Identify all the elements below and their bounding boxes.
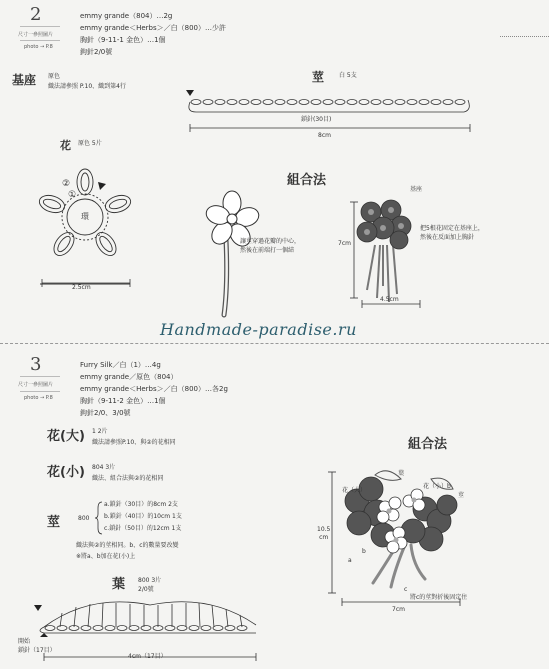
- section3-size-label: 尺寸一參照圖片: [18, 382, 54, 388]
- stem-chain-label: 鎖針(30目): [301, 116, 332, 123]
- material-line: emmy grande＜Herbs＞／白（800）…各2g: [80, 385, 228, 393]
- leaf-start-label: 開始: [18, 638, 31, 645]
- assembly-height-dimension: [350, 200, 358, 300]
- material-line: emmy grande／原色（804）: [80, 373, 178, 381]
- base-line: 原色: [48, 73, 61, 80]
- stem-brace: [95, 500, 103, 536]
- flower-mark: ①: [68, 190, 77, 200]
- small-flower-sub: 804 3片: [92, 464, 116, 471]
- material-line: 胸針（9-11-2 金色）…1個: [80, 397, 166, 405]
- flower-width: 2.5cm: [72, 284, 91, 291]
- big-flower-title: 花(大): [47, 429, 85, 444]
- material-line: 鉤針2/0、3/0號: [80, 409, 131, 417]
- section2-materials: [80, 12, 226, 57]
- stem-note: ※將a、b加在花(小)上: [76, 553, 136, 560]
- small-flower-note: 織法、組合法與②的花相同: [92, 475, 164, 482]
- asm-label-c: c: [404, 586, 408, 593]
- leaf-sub: 2/0號: [138, 586, 154, 593]
- assembly-width: 4.5cm: [380, 296, 399, 303]
- divider: [20, 26, 60, 27]
- leaf-sub: 800 3片: [138, 577, 162, 584]
- asm-width-dimension: [340, 598, 462, 606]
- flower-sub: 原色 5片: [78, 140, 102, 147]
- section2-number: 2: [30, 4, 42, 25]
- material-line: emmy grande＜Herbs＞／白（800）…少許: [80, 24, 227, 32]
- big-flower-note: 織法請參照P.10、與②的花相同: [92, 439, 176, 446]
- small-flower-title: 花(小): [47, 465, 85, 480]
- big-flower-sub: 1 2片: [92, 428, 108, 435]
- material-line: 鉤針2/0號: [80, 48, 113, 56]
- assembly-height: 7cm: [338, 240, 351, 247]
- asm-width: 7cm: [392, 606, 405, 613]
- asm-label-stem: 莖: [458, 492, 465, 499]
- base-title: 基座: [12, 73, 37, 87]
- stem-title: 莖: [312, 70, 325, 84]
- stem-note: 織法與②的莖相同。b、c的數量要改變: [76, 542, 179, 549]
- stem-line: a.鎖針（30目）的8cm 2支: [104, 501, 178, 508]
- section2-photo-label: photo → P.8: [24, 44, 53, 50]
- section3-number: 3: [30, 354, 42, 375]
- divider: [20, 40, 60, 41]
- section3-materials: [80, 361, 228, 418]
- section3-stem-title: 莖: [47, 515, 61, 530]
- divider: [500, 36, 549, 37]
- base-line: 織法請參照 P.10、織到第4行: [48, 83, 126, 90]
- section2-size-label: 尺寸一參照圖片: [18, 32, 54, 38]
- flower-with-stem-illustration: [200, 185, 280, 325]
- material-line: 胸針（9-11-1 金色）…1個: [80, 36, 166, 44]
- material-line: emmy grande（804）…2g: [80, 12, 173, 20]
- assembly-title: 組合法: [287, 173, 327, 188]
- asm-label-a: a: [348, 557, 352, 564]
- flower-ring-label: 環: [81, 212, 89, 221]
- assembly-base-label: 基座: [410, 186, 423, 193]
- leaf-length: 4cm（17目）: [128, 653, 167, 660]
- flower-title: 花: [60, 139, 71, 152]
- divider: [20, 376, 60, 377]
- asm-note: 將c的莖對折後固定住: [410, 594, 468, 601]
- assembly-note: 然後在前端打一個結: [240, 247, 295, 254]
- asm-label-b: b: [362, 548, 366, 555]
- watermark: Handmade-paradise.ru: [160, 320, 357, 339]
- section-divider: [0, 343, 549, 344]
- leaf-title: 葉: [112, 577, 126, 592]
- asm-height: 10.5 cm: [317, 526, 331, 541]
- section3-assembly-title: 組合法: [408, 437, 448, 452]
- asm-label-big-flower: 花（大）: [342, 487, 367, 494]
- section3-photo-label: photo → P.8: [24, 395, 53, 401]
- flower-mark: ②: [62, 179, 71, 189]
- leaf-chain-label: 鎖針（17目）: [18, 647, 56, 654]
- assembly-note: 把5根花固定在基座上，: [420, 225, 484, 232]
- assembly-note: 讓莖穿過花瓣的中心，: [240, 238, 301, 245]
- assembly-note: 然後在反面加上胸針: [420, 234, 475, 241]
- asm-label-small-flower: 花（小）b: [423, 483, 451, 490]
- stem-length: 8cm: [318, 132, 331, 139]
- stem-code: 800: [78, 515, 90, 522]
- stem-sub: 白 5支: [339, 72, 357, 79]
- material-line: Furry Silk／白（1）…4g: [80, 361, 161, 369]
- stem-line: b.鎖針（40目）的10cm 1支: [104, 513, 182, 520]
- stem-line: c.鎖針（50目）的12cm 1支: [104, 525, 182, 532]
- asm-label-leaf: 葉: [398, 470, 405, 477]
- divider: [20, 391, 60, 392]
